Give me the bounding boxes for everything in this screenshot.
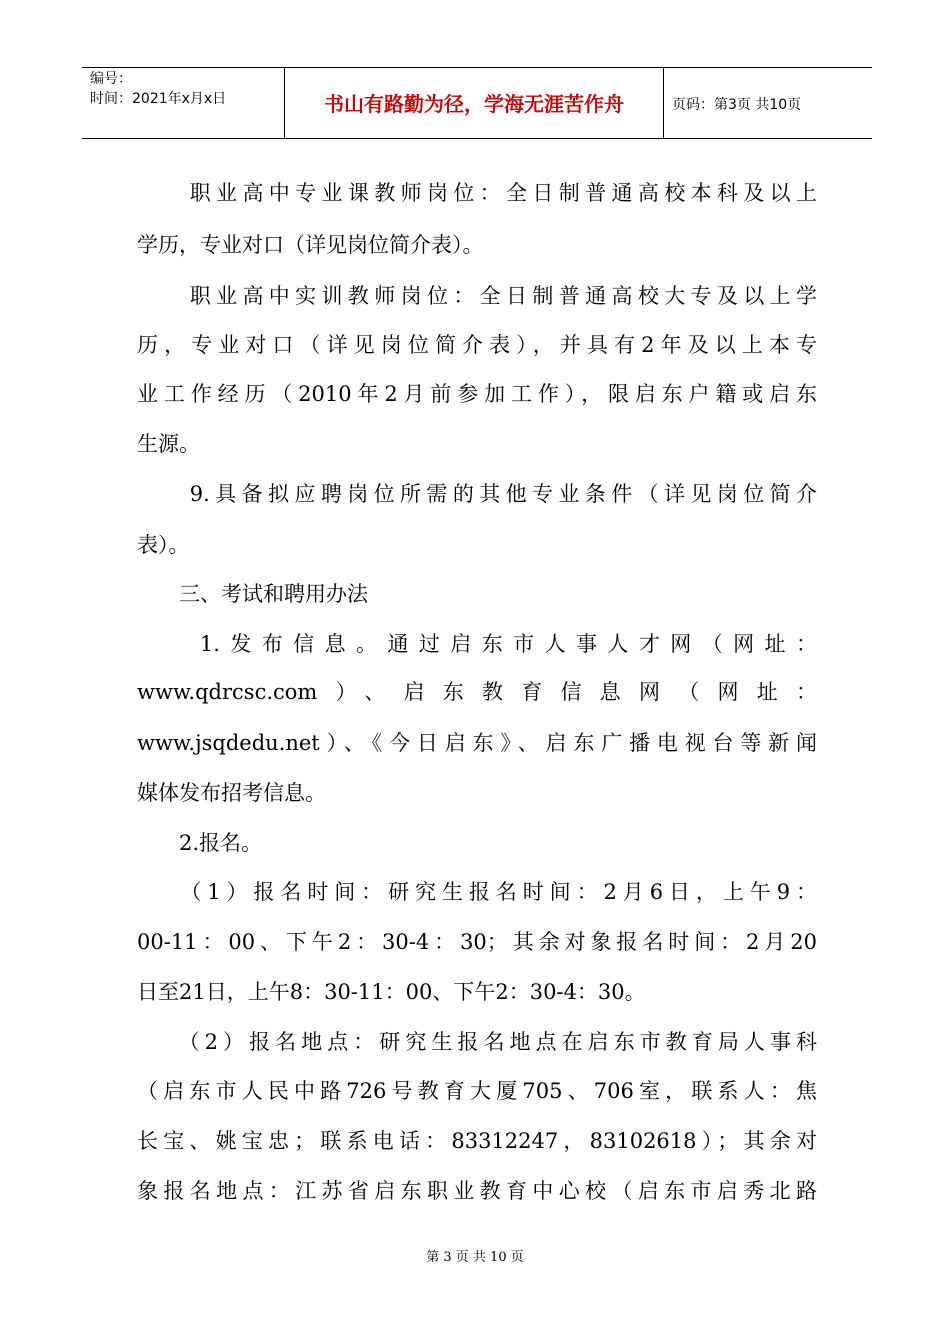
body-line: 长宝、姚宝忠；联系电话：83312247，83102618）；其余对 xyxy=(137,1129,817,1153)
body-line: 生源。 xyxy=(137,432,200,456)
body-line: 职业高中实训教师岗位：全日制普通高校大专及以上学 xyxy=(137,284,817,308)
body-line: 00-11：00、下午2：30-4：30；其余对象报名时间：2月20 xyxy=(137,930,817,954)
section-heading: 三、考试和聘用办法 xyxy=(137,582,368,606)
body-line: 媒体发布招考信息。 xyxy=(137,781,326,805)
page-footer: 第 3 页 共 10 页 xyxy=(426,1250,524,1265)
body-line: （1）报名时间：研究生报名时间：2月6日，上午9： xyxy=(137,880,817,904)
body-line: 1.发布信息。通过启东市人事人才网（网址： xyxy=(137,632,817,656)
page-header xyxy=(82,67,872,139)
body-line: 职业高中专业课教师岗位：全日制普通高校本科及以上 xyxy=(137,181,817,205)
header-motto: 书山有路勤为径，学海无涯苦作舟 xyxy=(324,92,624,116)
body-line: 2.报名。 xyxy=(137,831,263,855)
header-motto-cell xyxy=(285,68,664,138)
body-line: www.qdrcsc.com）、启东教育信息网（网址： xyxy=(137,680,817,704)
body-line: （2）报名地点：研究生报名地点在启东市教育局人事科 xyxy=(137,1030,817,1054)
document-time-label: 时间：2021年x月x日 xyxy=(90,91,227,107)
body-line: www.jsqdedu.net）、《今日启东》、启东广播电视台等新闻 xyxy=(137,731,817,755)
body-line: 象报名地点：江苏省启东职业教育中心校（启东市启秀北路 xyxy=(137,1179,817,1203)
document-number-label: 编号： xyxy=(90,71,132,87)
body-line: 业工作经历（2010年2月前参加工作），限启东户籍或启东 xyxy=(137,382,817,406)
body-line: （启东市人民中路726号教育大厦705、706室，联系人：焦 xyxy=(137,1079,817,1103)
header-page-info: 页码：第3页 共10页 xyxy=(672,97,802,113)
body-line: 学历，专业对口（详见岗位简介表）。 xyxy=(137,233,484,257)
header-meta-cell xyxy=(82,68,285,138)
body-line: 日至21日，上午8：30-11：00、下午2：30-4：30。 xyxy=(137,980,646,1004)
header-page-cell xyxy=(664,68,872,138)
body-line: 表）。 xyxy=(137,533,190,557)
body-line: 9.具备拟应聘岗位所需的其他专业条件（详见岗位简介 xyxy=(137,482,817,506)
body-line: 历，专业对口（详见岗位简介表），并具有2年及以上本专 xyxy=(137,333,817,357)
